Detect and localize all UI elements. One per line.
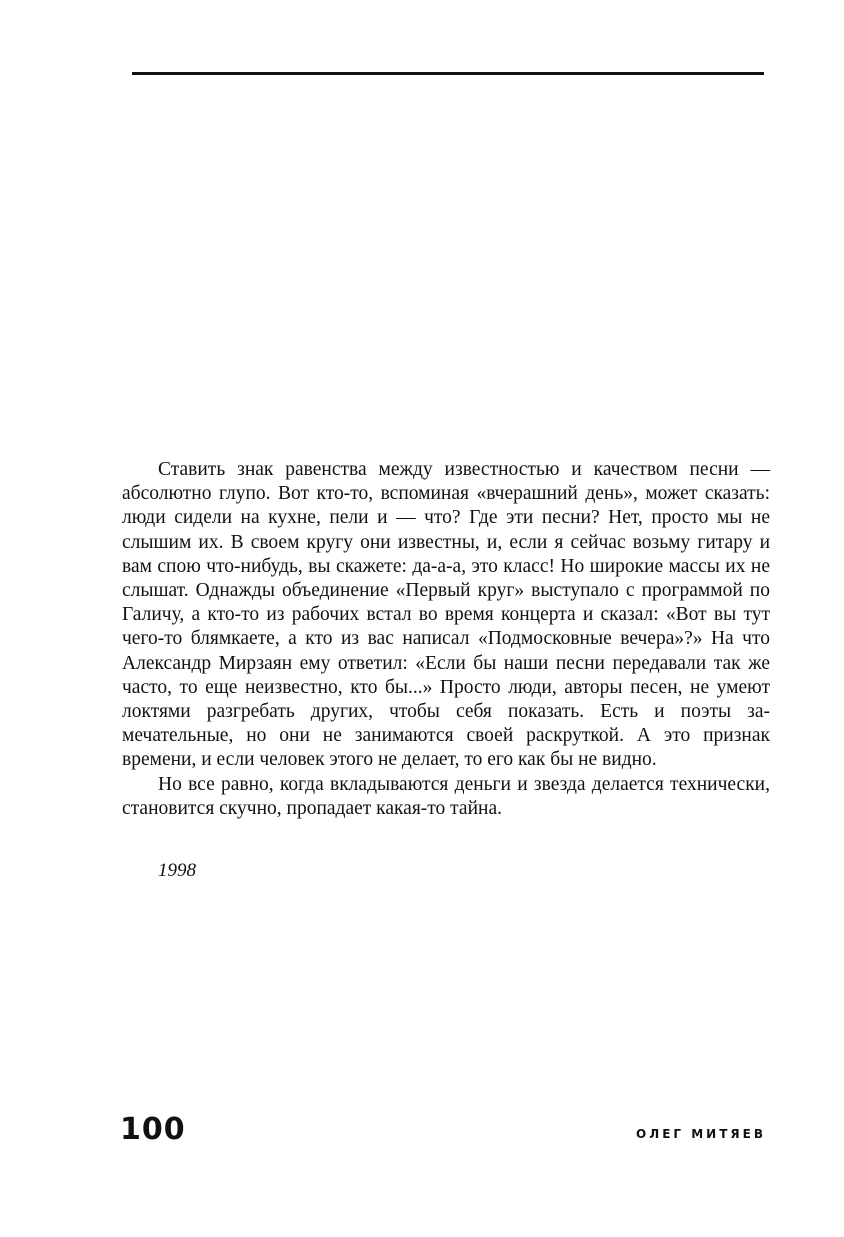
running-title: ОЛЕГ МИТЯЕВ	[636, 1127, 766, 1141]
page-number: 100	[120, 1112, 186, 1147]
date-line: 1998	[158, 860, 196, 881]
body-text	[122, 458, 770, 821]
header-rule	[132, 72, 764, 75]
paragraph-1: Ставить знак равенства между известностью и качеством песни — абсолютно глупо. Вот кто-то, вспоминая «вчерашний день», может сказать: люди сидели на кухне, пели и — что? Где эти песни? Нет, просто мы не слышим их. В своем кругу они известны, и, если я сейчас возьму гитару и вам спою что-нибудь, вы скажете: да-а-а, это класс! Но широкие массы их не слышат. Однажды объединение «Первый круг» выступало с программой по Галичу, а кто-то из рабочих встал во время концерта и сказал: «Вот вы тут чего-то блямкаете, а кто из вас написал «Подмосковные вечера»?» На что Александр Мирзаян ему ответил: «Если бы наши песни передавали так же часто, то еще неизвестно, кто бы...» Просто люди, авторы песен, не умеют локтями разгребать других, чтобы себя показать. Есть и поэты замечательные, но они не занимаются своей раскруткой. А это признак времени, и если человек этого не делает, то его как бы не видно.	[122, 459, 770, 771]
paragraph-2: Но все равно, когда вкладываются деньги и звезда делается технически, становится скучно, пропадает какая-то тайна.	[122, 773, 770, 819]
